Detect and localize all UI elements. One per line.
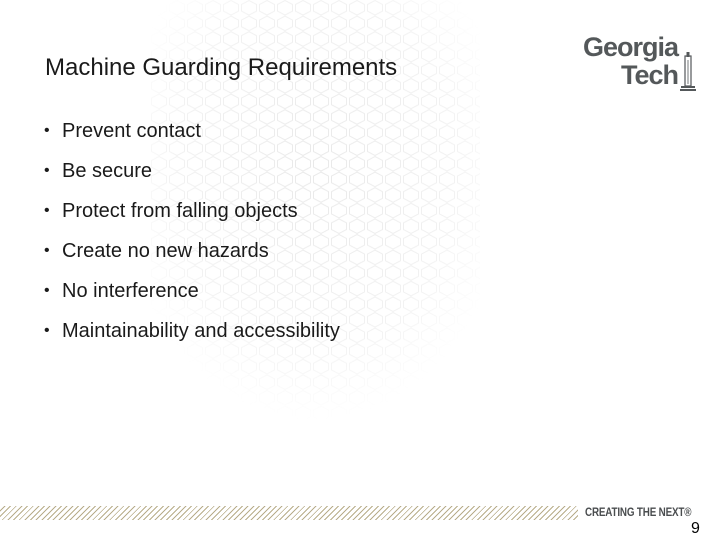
list-item: [44, 156, 340, 196]
list-item: [44, 236, 340, 276]
bullet-text: Be secure: [62, 160, 153, 182]
bullet-marker: •: [44, 162, 50, 179]
georgia-tech-logo: [582, 32, 700, 94]
bullet-list: [44, 116, 340, 356]
bullet-marker: •: [44, 242, 50, 259]
footer-tagline: CREATING THE NEXT®: [585, 505, 692, 519]
footer-stripe-band: [0, 506, 578, 520]
bullet-marker: •: [44, 202, 50, 219]
page-number: 9: [691, 520, 700, 537]
slide-title: Machine Guarding Requirements: [45, 54, 398, 81]
bullet-text: Maintainability and accessibility: [62, 320, 340, 342]
bullet-text: Protect from falling objects: [62, 200, 298, 222]
bullet-text: No interference: [62, 280, 199, 302]
list-item: [44, 276, 340, 316]
bullet-text: Create no new hazards: [62, 240, 269, 262]
list-item: [44, 196, 340, 236]
bullet-marker: •: [44, 322, 50, 339]
bullet-marker: •: [44, 282, 50, 299]
bullet-text: Prevent contact: [62, 120, 201, 142]
logo-line-1: Georgia: [582, 32, 678, 62]
tech-tower-icon: [680, 52, 696, 92]
list-item: [44, 116, 340, 156]
logo-line-2: Tech: [620, 60, 678, 90]
bullet-marker: •: [44, 122, 50, 139]
list-item: [44, 316, 340, 356]
